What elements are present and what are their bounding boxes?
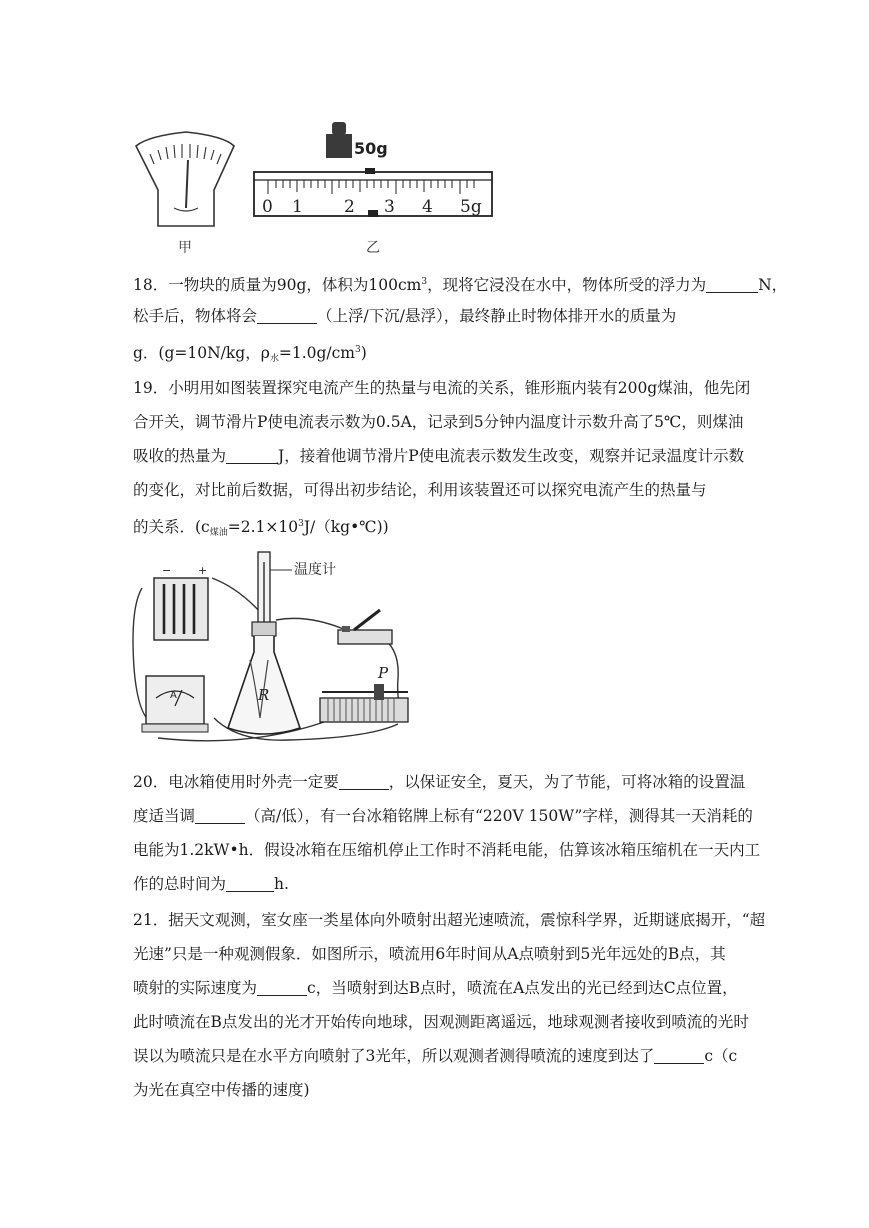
scale-tick-4: 4 xyxy=(422,197,433,217)
q18-text: ，现将它浸没在水中，物体所受的浮力为 xyxy=(427,276,707,294)
scale-tick-0: 0 xyxy=(262,197,273,217)
q21-line-5 xyxy=(133,1046,737,1066)
figure-scale-balance xyxy=(128,108,500,260)
answer-blank[interactable] xyxy=(195,807,245,824)
scale-tick-5: 5g xyxy=(460,197,482,217)
answer-blank[interactable] xyxy=(257,307,317,324)
q18-text: （上浮/下沉/悬浮），最终静止时物体排开水的质量为 xyxy=(317,307,677,325)
answer-blank[interactable] xyxy=(706,276,758,293)
svg-text:+: + xyxy=(198,564,208,577)
q18-line-2 xyxy=(133,306,676,326)
q19-text: 吸收的热量为 xyxy=(133,447,227,465)
q19-text: J/（kg•℃)) xyxy=(303,518,389,536)
q19-text: 的关系．(c xyxy=(133,518,210,536)
q20-line-2 xyxy=(133,806,753,826)
slider-label: P xyxy=(378,664,389,682)
q18-sub: 水 xyxy=(269,354,279,364)
q18-text: 18．一物块的质量为90g，体积为100cm xyxy=(133,276,422,294)
q18-text: =1.0g/cm xyxy=(278,344,356,362)
answer-blank[interactable] xyxy=(226,447,278,464)
svg-text:−: − xyxy=(162,564,172,577)
q18-text: N， xyxy=(758,276,788,294)
thermometer-label: 温度计 xyxy=(294,562,336,578)
q19-text: J，接着他调节滑片P使电流表示数发生改变，观察并记录温度计示数 xyxy=(278,447,745,465)
q21-line-3 xyxy=(133,978,738,998)
q21-text: 喷射的实际速度为 xyxy=(133,979,258,997)
ammeter-icon xyxy=(142,676,208,732)
weight-label: 50g xyxy=(354,139,388,158)
ammeter-label: A xyxy=(170,690,177,701)
resistor-label: R xyxy=(258,686,270,704)
scale-tick-2: 2 xyxy=(344,197,355,217)
q19-text: =2.1×10 xyxy=(227,518,299,536)
q19-line-5 xyxy=(133,514,389,543)
q20-text: 作的总时间为 xyxy=(133,875,227,893)
circuit-drawing xyxy=(128,548,412,750)
q18-text: g．(g=10N/kg，ρ xyxy=(133,344,270,362)
answer-blank[interactable] xyxy=(339,773,389,790)
q20-text: h. xyxy=(274,875,289,893)
q20-line-4 xyxy=(133,874,289,894)
q19-sub: 煤油 xyxy=(209,528,228,538)
caption-left: 甲 xyxy=(178,240,192,256)
answer-blank[interactable] xyxy=(654,1047,704,1064)
q18-sup: 3 xyxy=(421,277,428,287)
q19-line-3 xyxy=(133,446,744,466)
q18-text: ) xyxy=(360,344,367,362)
q18-line-3 xyxy=(133,340,367,369)
q18-sup: 3 xyxy=(355,345,361,355)
q19-line-2: 合开关，调节滑片P使电流表示数为0.5A，记录到5分钟内温度计示数升高了5℃，则煤油 xyxy=(133,413,744,431)
q21-text: c（c xyxy=(704,1047,738,1065)
answer-blank[interactable] xyxy=(257,979,307,996)
figure-circuit xyxy=(128,548,412,750)
q20-text: 度适当调 xyxy=(133,807,196,825)
q18-text: 松手后，物体将会 xyxy=(133,307,258,325)
q20-text: （高/低），有一台冰箱铭牌上标有“220V 150W”字样，测得其一天消耗的 xyxy=(245,807,753,825)
q18-line-1 xyxy=(133,272,787,295)
scale-tick-3: 3 xyxy=(384,197,395,217)
q21-line-6: 为光在真空中传播的速度) xyxy=(133,1081,310,1099)
q21-line-4: 此时喷流在B点发出的光才开始传向地球，因观测距离遥远，地球观测者接收到喷流的光时 xyxy=(133,1013,749,1031)
q20-line-1 xyxy=(133,772,745,792)
q20-text: 20．电冰箱使用时外壳一定要 xyxy=(133,773,339,791)
q21-text: 误以为喷流只是在水平方向喷射了3光年，所以观测者测得喷流的速度到达了 xyxy=(133,1047,655,1065)
q19-line-1: 19．小明用如图装置探究电流产生的热量与电流的关系，锥形瓶内装有200g煤油，他先闭 xyxy=(133,379,751,397)
q21-line-2: 光速”只是一种观测假象．如图所示，喷流用6年时间从A点喷射到5光年远处的B点，其 xyxy=(133,945,726,963)
scale-tick-1: 1 xyxy=(292,197,303,217)
q20-line-3: 电能为1.2kW•h．假设冰箱在压缩机停止工作时不消耗电能，估算该冰箱压缩机在一天内工 xyxy=(133,841,761,859)
answer-blank[interactable] xyxy=(226,875,274,892)
scale-balance-drawing xyxy=(128,108,500,260)
q19-sup: 3 xyxy=(298,519,304,529)
caption-right: 乙 xyxy=(366,240,380,256)
q20-text: ，以保证安全，夏天，为了节能，可将冰箱的设置温 xyxy=(388,773,746,791)
q19-line-4: 的变化，对比前后数据，可得出初步结论，利用该装置还可以探究电流产生的热量与 xyxy=(133,481,707,499)
q21-line-1: 21．据天文观测，室女座一类星体向外喷射出超光速喷流，震惊科学界，近期谜底揭开，“超 xyxy=(133,911,766,929)
q21-text: c，当喷射到达B点时，喷流在A点发出的光已经到达C点位置， xyxy=(307,979,738,997)
